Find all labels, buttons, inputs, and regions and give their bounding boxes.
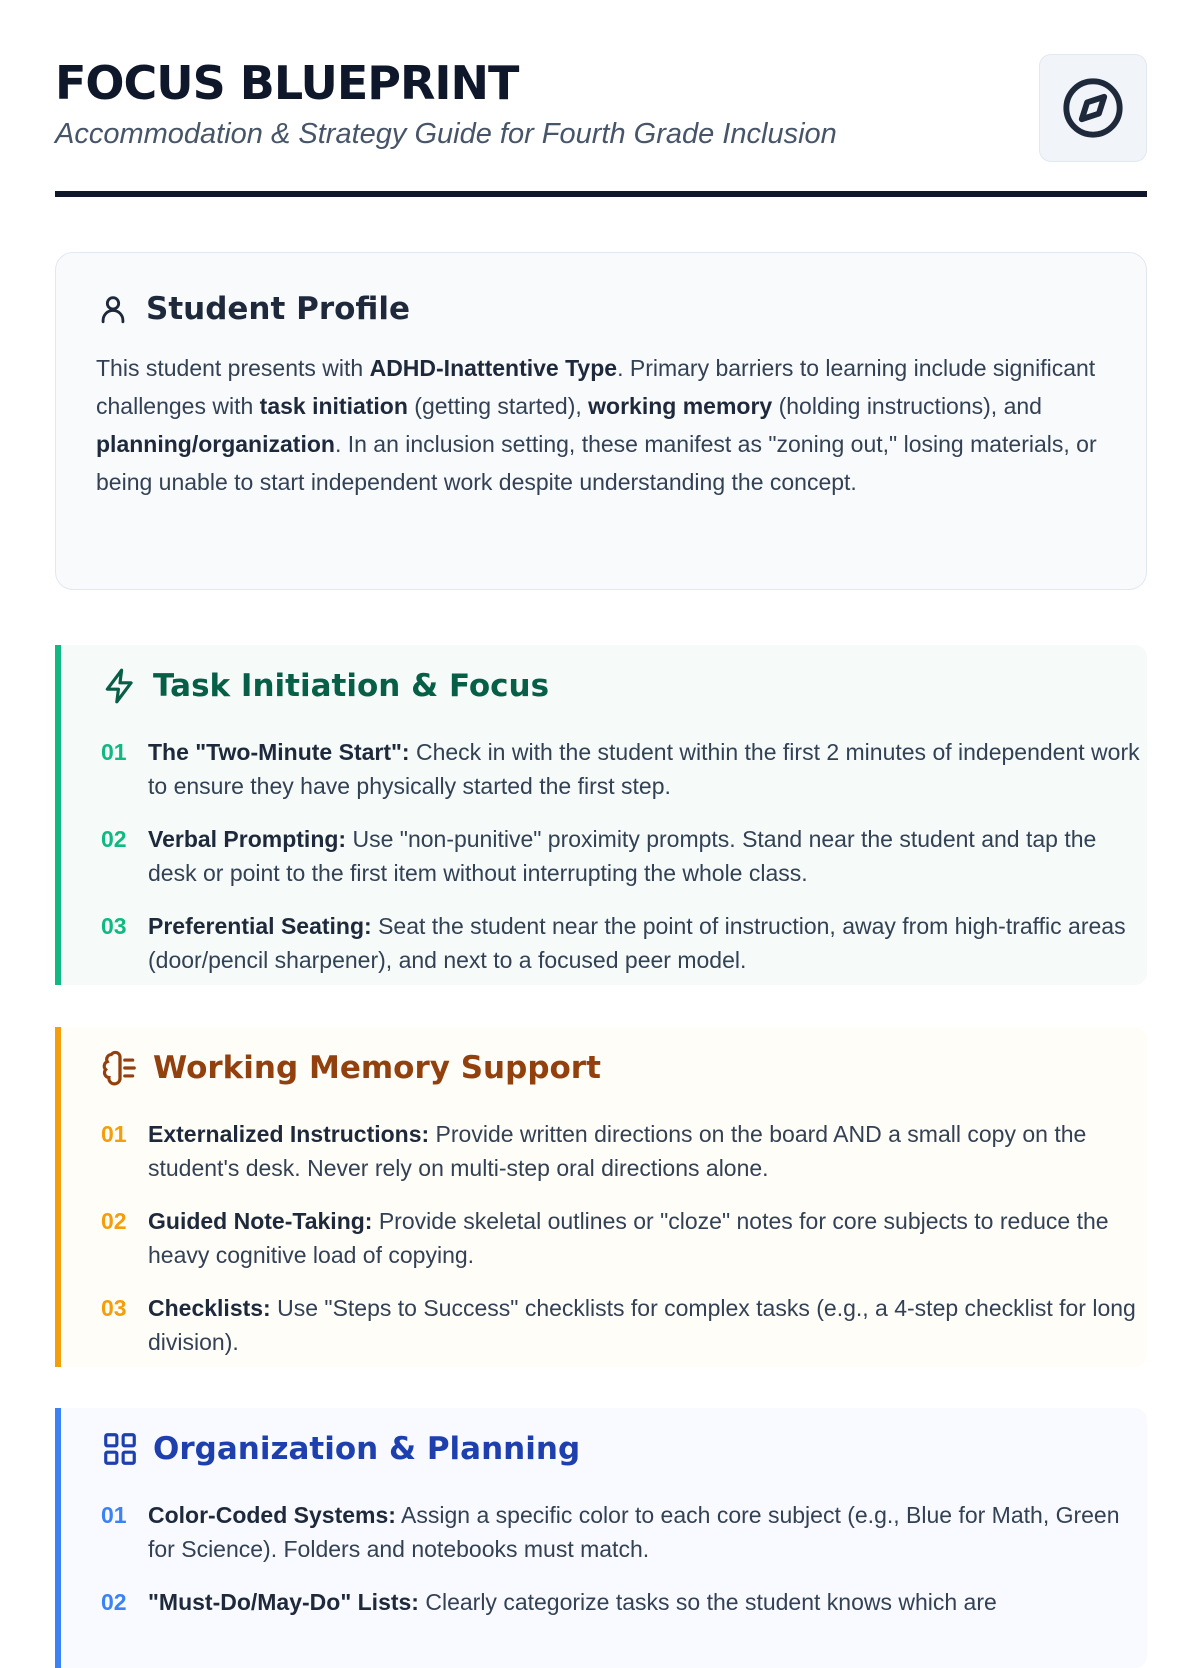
list-item: 01 Externalized Instructions: Provide written directions on the board AND a small copy on the student's desk. Never rely on multi-step oral directions alone. [101, 1121, 1087, 1181]
profile-text: This student presents with ADHD-Inattentive Type. Primary barriers to learning include significant challenges with task initiation (getting started), working memory (holding instructions), and planning/organization. In an inclusion setting, these manifest as "zoning out," losing materials, or being unable to start independent work despite understanding the concept. [96, 355, 1097, 495]
section-organization [55, 1408, 1147, 1668]
compass-button [1039, 54, 1147, 162]
list-item: 03 Preferential Seating: Seat the student near the point of instruction, away from high-traffic areas (door/pencil sharpener), and next to a focused peer model. [101, 913, 1126, 973]
section-heading: Task Initiation & Focus [153, 668, 550, 704]
list-item: 02 Verbal Prompting: Use "non-punitive" proximity prompts. Stand near the student and tap the desk or point to the first item without interrupting the whole class. [101, 826, 1097, 886]
section-heading: Organization & Planning [153, 1431, 581, 1467]
grid-icon [101, 1430, 139, 1468]
page-title: FOCUS BLUEPRINT [55, 56, 519, 110]
section-heading: Working Memory Support [153, 1050, 601, 1086]
student-profile-card [55, 252, 1147, 590]
page-subtitle: Accommodation & Strategy Guide for Fourth Grade Inclusion [55, 118, 837, 150]
list-item: 02 "Must-Do/May-Do" Lists: Clearly categorize tasks so the student knows which are [101, 1589, 997, 1615]
profile-heading: Student Profile [146, 291, 411, 327]
list-item: 01 Color-Coded Systems: Assign a specific color to each core subject (e.g., Blue for Math, Green for Science). Folders and notebooks must match. [101, 1502, 1120, 1562]
list-item: 01 The "Two-Minute Start": Check in with the student within the first 2 minutes of independent work to ensure they have physically started the first step. [101, 739, 1140, 799]
section-working-memory [55, 1027, 1147, 1367]
user-icon [96, 292, 130, 326]
brain-icon [101, 1049, 139, 1087]
lightning-icon [101, 667, 139, 705]
compass-icon [1061, 76, 1125, 140]
page-header [55, 52, 1147, 197]
list-item: 02 Guided Note-Taking: Provide skeletal outlines or "cloze" notes for core subjects to reduce the heavy cognitive load of copying. [101, 1208, 1109, 1268]
list-item: 03 Checklists: Use "Steps to Success" checklists for complex tasks (e.g., a 4-step checklist for long division). [101, 1295, 1136, 1355]
section-task-initiation [55, 645, 1147, 985]
